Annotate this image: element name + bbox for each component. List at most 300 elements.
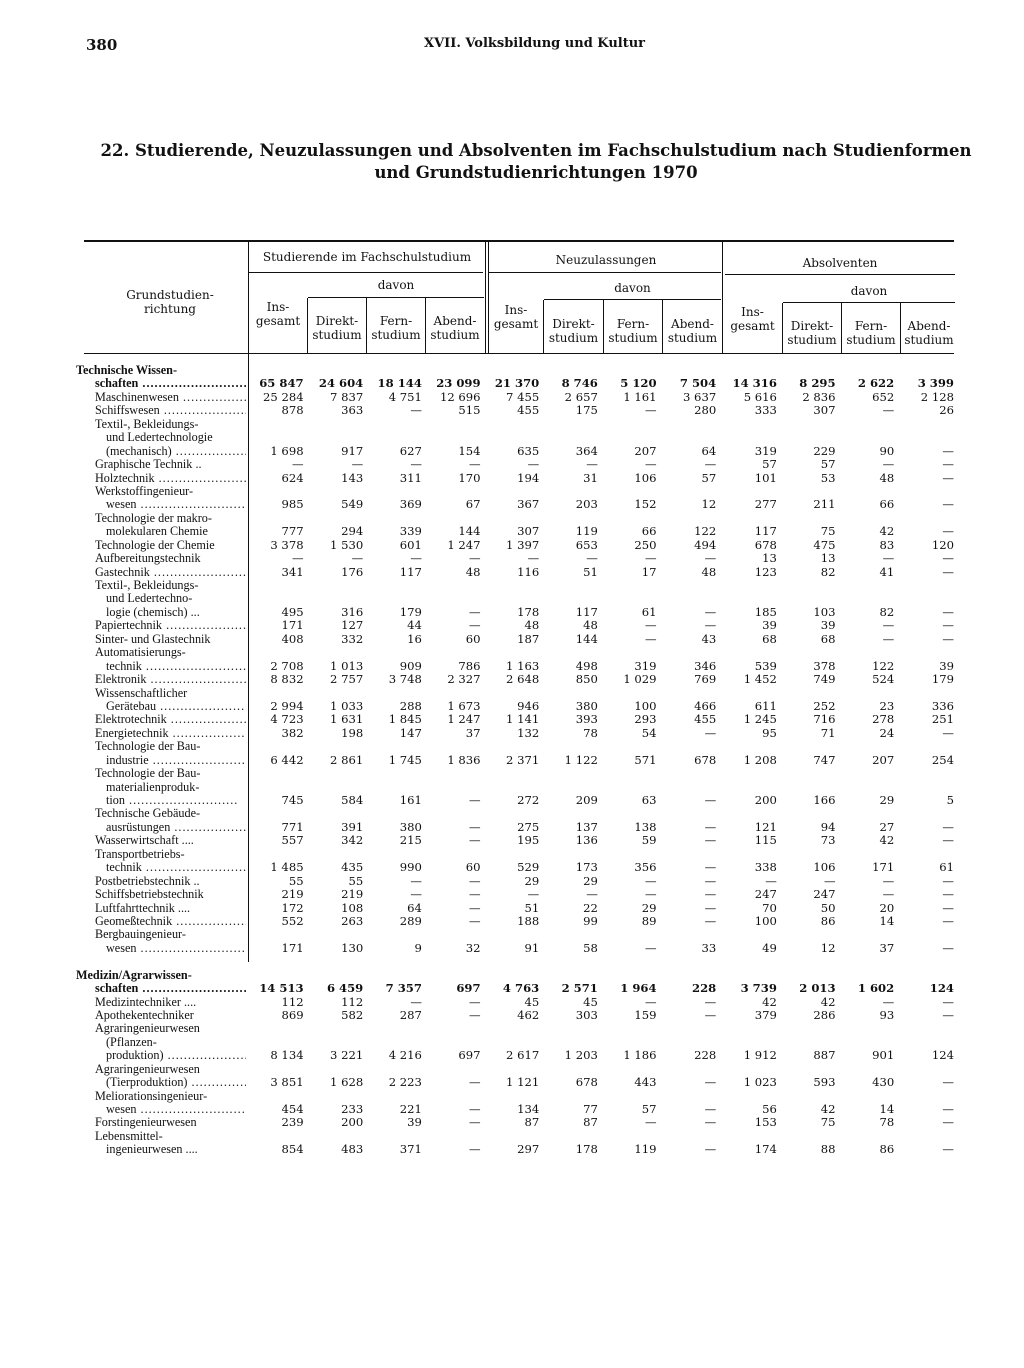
row-label: tion ..... — [76, 794, 246, 807]
table-cell — [777, 848, 836, 861]
table-cell: 1 631 — [330, 713, 364, 727]
table-cell: 369 — [399, 498, 422, 512]
table-cell — [894, 767, 954, 780]
group3-rule — [725, 274, 955, 275]
table-cell: 71 — [820, 726, 836, 740]
table-cell: 195 — [517, 834, 540, 848]
table-cell: 87 — [583, 1116, 598, 1130]
top-rule — [84, 240, 954, 242]
table-cell: 678 — [754, 538, 777, 552]
direkt-header-3: Direkt- studium — [787, 319, 837, 347]
table-cell — [598, 418, 657, 431]
table-cell: 112 — [281, 995, 304, 1009]
table-cell: 1 964 — [620, 982, 657, 996]
table-row — [76, 915, 954, 928]
table-cell: 48 — [524, 619, 540, 633]
table-cell — [836, 485, 895, 498]
table-cell: — — [468, 794, 481, 807]
table-cell: 1 245 — [743, 713, 777, 727]
table-cell: 12 696 — [439, 390, 481, 404]
table-cell: 454 — [281, 1103, 304, 1117]
table-cell: — — [468, 605, 481, 619]
table-cell — [716, 418, 777, 431]
table-cell — [422, 512, 481, 525]
table-row — [76, 834, 954, 847]
row-label: wesen ..... — [76, 1103, 246, 1116]
table-cell — [598, 646, 657, 659]
table-cell — [777, 364, 836, 377]
table-row — [76, 969, 954, 982]
table-cell: 144 — [458, 525, 481, 539]
table-cell: 909 — [399, 659, 422, 673]
table-row — [76, 767, 954, 780]
table-cell: 14 513 — [259, 982, 304, 996]
table-cell: 87 — [524, 1116, 540, 1130]
table-cell — [894, 579, 954, 592]
table-cell — [246, 781, 304, 794]
table-cell: 55 — [288, 874, 304, 888]
table-row — [76, 673, 954, 686]
table-cell: 495 — [281, 605, 304, 619]
table-cell: 134 — [517, 1103, 540, 1117]
table-cell: 316 — [341, 605, 364, 619]
table-cell — [539, 592, 598, 605]
row-label: Holztechnik ..... — [76, 472, 246, 485]
table-cell — [657, 1022, 717, 1035]
table-cell — [894, 431, 954, 444]
table-cell — [422, 928, 481, 941]
table-cell — [716, 687, 777, 700]
table-row — [76, 619, 954, 632]
table-cell: 200 — [754, 794, 777, 807]
table-cell: 946 — [517, 699, 540, 713]
table-cell: 3 748 — [388, 673, 422, 687]
table-cell — [304, 1063, 364, 1076]
table-row — [76, 391, 954, 404]
table-cell — [481, 1063, 540, 1076]
row-label: Lebensmittel- — [95, 1129, 163, 1143]
table-cell: 529 — [517, 861, 540, 875]
table-cell — [657, 781, 717, 794]
table-cell — [422, 364, 481, 377]
table-cell: 2 223 — [388, 1076, 422, 1090]
table-cell: 45 — [524, 995, 540, 1009]
table-cell — [363, 1130, 422, 1143]
table-cell: 475 — [813, 538, 836, 552]
table-cell — [598, 431, 657, 444]
table-cell: 342 — [341, 834, 364, 848]
table-cell: — — [410, 458, 422, 472]
row-label: ausrüstungen ..... — [76, 821, 246, 834]
row-label: Technologie der Bau- — [95, 740, 201, 754]
table-cell: 119 — [575, 525, 598, 539]
table-row — [76, 458, 954, 471]
table-cell: 108 — [341, 901, 364, 915]
table-cell — [363, 848, 422, 861]
table-cell — [598, 592, 657, 605]
table-cell: — — [644, 888, 657, 902]
row-label: Elektronik ..... — [76, 673, 246, 686]
table-row — [76, 364, 954, 377]
table-cell: 1 836 — [447, 753, 481, 767]
table-cell: — — [704, 834, 717, 848]
table-cell — [481, 418, 540, 431]
table-cell — [657, 1036, 717, 1049]
table-cell: — — [882, 995, 895, 1009]
table-cell — [539, 1036, 598, 1049]
table-cell — [304, 364, 364, 377]
table-cell: 115 — [754, 834, 777, 848]
table-row — [76, 646, 954, 659]
table-cell: 557 — [281, 834, 304, 848]
table-cell: 239 — [281, 1116, 304, 1130]
insgesamt-header-2: Ins- gesamt — [493, 303, 539, 331]
table-cell: 5 120 — [620, 377, 657, 391]
table-cell: 515 — [458, 404, 481, 418]
table-row — [76, 552, 954, 565]
table-cell: — — [644, 552, 657, 566]
table-cell: 48 — [879, 471, 895, 485]
table-row — [76, 579, 954, 592]
table-cell — [481, 646, 540, 659]
table-cell — [304, 955, 364, 968]
table-cell — [422, 740, 481, 753]
table-cell: — — [823, 874, 836, 888]
table-cell: 174 — [754, 1143, 777, 1157]
table-cell: — — [942, 726, 954, 740]
table-cell — [598, 807, 657, 820]
table-cell: 161 — [399, 794, 422, 807]
row-label: ingenieurwesen .... — [106, 1143, 198, 1157]
table-cell: 1 208 — [743, 753, 777, 767]
table-cell — [716, 928, 777, 941]
table-cell: — — [468, 458, 481, 472]
table-cell — [539, 781, 598, 794]
table-cell: 48 — [583, 619, 598, 633]
table-cell: 82 — [820, 565, 836, 579]
table-cell — [246, 1022, 304, 1035]
table-cell: 1 602 — [857, 982, 895, 996]
table-cell: 122 — [872, 659, 895, 673]
table-cell: 22 — [583, 901, 598, 915]
table-cell: 147 — [399, 726, 422, 740]
table-row — [76, 861, 954, 874]
table-cell: 101 — [754, 471, 777, 485]
table-cell: — — [410, 888, 422, 902]
table-cell: — — [704, 914, 717, 928]
table-cell: 187 — [517, 632, 540, 646]
table-cell — [657, 740, 717, 753]
table-cell: 66 — [641, 525, 657, 539]
table-cell: — — [291, 458, 304, 472]
table-cell: 121 — [754, 820, 777, 834]
table-cell: 1 122 — [564, 753, 598, 767]
table-cell: 75 — [820, 525, 836, 539]
table-title-line-2: und Grundstudienrichtungen 1970 — [374, 163, 698, 182]
table-cell: 878 — [281, 404, 304, 418]
table-cell: 443 — [634, 1076, 657, 1090]
table-cell — [657, 364, 717, 377]
table-cell: — — [704, 995, 717, 1009]
table-row — [76, 821, 954, 834]
table-cell: 280 — [694, 404, 717, 418]
table-cell: 83 — [879, 538, 895, 552]
table-cell — [716, 848, 777, 861]
row-label: Technologie der makro- — [95, 511, 212, 525]
table-cell: 601 — [399, 538, 422, 552]
table-cell: 346 — [694, 659, 717, 673]
table-cell: 524 — [872, 673, 895, 687]
table-cell: 75 — [820, 1116, 836, 1130]
table-cell: 1 912 — [743, 1049, 777, 1063]
table-cell: — — [468, 874, 481, 888]
page-header — [0, 36, 1024, 58]
table-cell: 207 — [634, 444, 657, 458]
table-cell — [363, 928, 422, 941]
direkt-header-1: Direkt- studium — [312, 314, 362, 342]
table-cell: 769 — [694, 673, 717, 687]
table-cell: — — [942, 525, 954, 539]
table-cell — [598, 928, 657, 941]
table-cell: — — [351, 552, 364, 566]
table-cell: 4 763 — [502, 982, 540, 996]
table-cell: 869 — [281, 1008, 304, 1022]
table-cell: — — [410, 404, 422, 418]
table-row — [76, 794, 954, 807]
row-label: Bergbauingenieur- — [95, 928, 186, 942]
table-cell: 203 — [575, 498, 598, 512]
row-label: schaften ..... — [76, 982, 246, 995]
table-cell: 65 847 — [259, 377, 304, 391]
table-cell: 57 — [762, 458, 777, 472]
table-cell: — — [468, 901, 481, 915]
table-row — [76, 1130, 954, 1143]
table-cell — [894, 781, 954, 794]
table-cell: 3 221 — [330, 1049, 364, 1063]
group2-header: Neuzulassungen — [555, 253, 657, 267]
row-label: Papiertechnik ..... — [76, 619, 246, 632]
table-cell: 319 — [634, 659, 657, 673]
table-cell — [716, 1130, 777, 1143]
table-cell — [304, 646, 364, 659]
table-cell — [481, 1090, 540, 1103]
table-cell: 611 — [754, 699, 777, 713]
table-cell — [422, 485, 481, 498]
row-label: (mechanisch) ..... — [76, 445, 246, 458]
table-cell: 48 — [465, 565, 481, 579]
table-cell — [363, 767, 422, 780]
table-cell: — — [942, 888, 954, 902]
table-cell: 41 — [879, 565, 895, 579]
table-cell — [363, 687, 422, 700]
table-cell — [836, 1130, 895, 1143]
table-cell — [716, 807, 777, 820]
table-cell: 1 845 — [388, 713, 422, 727]
table-cell — [422, 687, 481, 700]
table-cell: — — [704, 726, 717, 740]
table-cell — [777, 485, 836, 498]
table-cell: 119 — [634, 1143, 657, 1157]
table-cell: 17 — [641, 565, 657, 579]
table-cell — [481, 781, 540, 794]
table-cell — [539, 1022, 598, 1035]
abend-header-3: Abend- studium — [904, 319, 954, 347]
table-cell: 771 — [281, 820, 304, 834]
row-label: Energietechnik ..... — [76, 727, 246, 740]
table-cell: 652 — [872, 390, 895, 404]
table-cell: 39 — [762, 619, 777, 633]
table-cell: 100 — [634, 699, 657, 713]
table-cell: 20 — [879, 901, 895, 915]
table-cell: 99 — [583, 914, 598, 928]
table-cell — [716, 1036, 777, 1049]
table-cell — [246, 969, 304, 982]
table-cell — [836, 1063, 895, 1076]
table-cell: 153 — [754, 1116, 777, 1130]
table-cell: — — [942, 901, 954, 915]
table-cell: 43 — [701, 632, 717, 646]
table-row — [76, 418, 954, 431]
table-cell — [246, 928, 304, 941]
table-row — [76, 1090, 954, 1103]
table-cell: 159 — [634, 1008, 657, 1022]
table-cell — [836, 955, 895, 968]
table-cell: 58 — [583, 941, 598, 955]
table-cell: 219 — [281, 888, 304, 902]
table-cell: 12 — [701, 498, 717, 512]
table-row — [76, 498, 954, 511]
table-cell: 18 144 — [377, 377, 422, 391]
table-cell: 624 — [281, 471, 304, 485]
table-cell: 89 — [641, 914, 657, 928]
table-cell: — — [468, 1008, 481, 1022]
table-cell: — — [704, 552, 717, 566]
table-cell: 1 186 — [623, 1049, 657, 1063]
table-cell — [836, 928, 895, 941]
table-cell: — — [942, 605, 954, 619]
table-cell: 5 616 — [743, 390, 777, 404]
table-cell: 138 — [634, 820, 657, 834]
table-cell: 178 — [575, 1143, 598, 1157]
group1-rule — [249, 272, 483, 273]
table-cell: 1 397 — [506, 538, 540, 552]
table-cell: 42 — [820, 995, 836, 1009]
table-cell — [539, 928, 598, 941]
table-cell: 1 452 — [743, 673, 777, 687]
table-cell: 209 — [575, 794, 598, 807]
table-cell — [246, 767, 304, 780]
table-cell: 94 — [820, 820, 836, 834]
table-cell: 333 — [754, 404, 777, 418]
table-cell — [657, 512, 717, 525]
table-cell: 430 — [872, 1076, 895, 1090]
table-cell: 697 — [458, 1049, 481, 1063]
table-cell: 78 — [879, 1116, 895, 1130]
table-cell — [894, 807, 954, 820]
table-row — [76, 404, 954, 417]
table-row — [76, 539, 954, 552]
table-cell: 90 — [879, 444, 895, 458]
table-cell — [422, 1036, 481, 1049]
table-cell: 1 141 — [506, 713, 540, 727]
abend-header-1: Abend- studium — [430, 314, 480, 342]
table-cell: 53 — [820, 471, 836, 485]
table-cell: 297 — [517, 1143, 540, 1157]
table-cell: 70 — [762, 901, 777, 915]
table-cell: 2 836 — [802, 390, 836, 404]
table-cell: 86 — [879, 1143, 895, 1157]
table-cell — [363, 592, 422, 605]
table-cell: 39 — [939, 659, 954, 673]
table-cell: 887 — [813, 1049, 836, 1063]
table-cell: 127 — [341, 619, 364, 633]
table-cell — [363, 646, 422, 659]
table-cell: 275 — [517, 820, 540, 834]
table-cell — [481, 767, 540, 780]
table-cell: 106 — [813, 861, 836, 875]
table-cell: 91 — [524, 941, 540, 955]
table-cell: 4 216 — [388, 1049, 422, 1063]
table-cell: 1 023 — [743, 1076, 777, 1090]
table-cell: 747 — [813, 753, 836, 767]
table-cell: 6 442 — [270, 753, 304, 767]
table-cell — [598, 740, 657, 753]
table-cell — [539, 687, 598, 700]
table-cell: 635 — [517, 444, 540, 458]
table-cell: — — [882, 888, 895, 902]
table-cell: 172 — [281, 901, 304, 915]
table-row — [76, 740, 954, 753]
table-cell: 293 — [634, 713, 657, 727]
table-cell — [657, 579, 717, 592]
fern-header-3: Fern- studium — [846, 319, 896, 347]
row-label: schaften ..... — [76, 377, 246, 390]
table-cell: 14 316 — [732, 377, 777, 391]
col-divider — [485, 242, 486, 354]
table-cell — [894, 418, 954, 431]
table-cell — [716, 740, 777, 753]
table-cell: 3 739 — [740, 982, 777, 996]
table-cell — [422, 848, 481, 861]
table-cell: — — [942, 1008, 954, 1022]
table-row — [76, 928, 954, 941]
table-cell: 42 — [879, 834, 895, 848]
table-cell: 200 — [341, 1116, 364, 1130]
table-cell: 57 — [701, 471, 717, 485]
table-cell: 7 357 — [385, 982, 422, 996]
table-cell: 462 — [517, 1008, 540, 1022]
table-cell: 14 — [879, 914, 895, 928]
table-cell: 252 — [813, 699, 836, 713]
table-cell — [246, 687, 304, 700]
table-cell — [598, 1090, 657, 1103]
table-cell: 45 — [583, 995, 598, 1009]
table-cell: — — [468, 888, 481, 902]
table-cell — [363, 969, 422, 982]
row-label: Schiffsbetriebstechnik — [95, 888, 204, 902]
table-cell: — — [527, 458, 540, 472]
fern-header-2: Fern- studium — [608, 317, 658, 345]
table-cell: 48 — [701, 565, 717, 579]
table-cell — [598, 687, 657, 700]
table-cell — [598, 1130, 657, 1143]
table-cell: 494 — [694, 538, 717, 552]
table-cell: 229 — [813, 444, 836, 458]
table-cell: 106 — [634, 471, 657, 485]
table-cell — [777, 431, 836, 444]
table-cell — [246, 512, 304, 525]
table-row — [76, 942, 954, 955]
